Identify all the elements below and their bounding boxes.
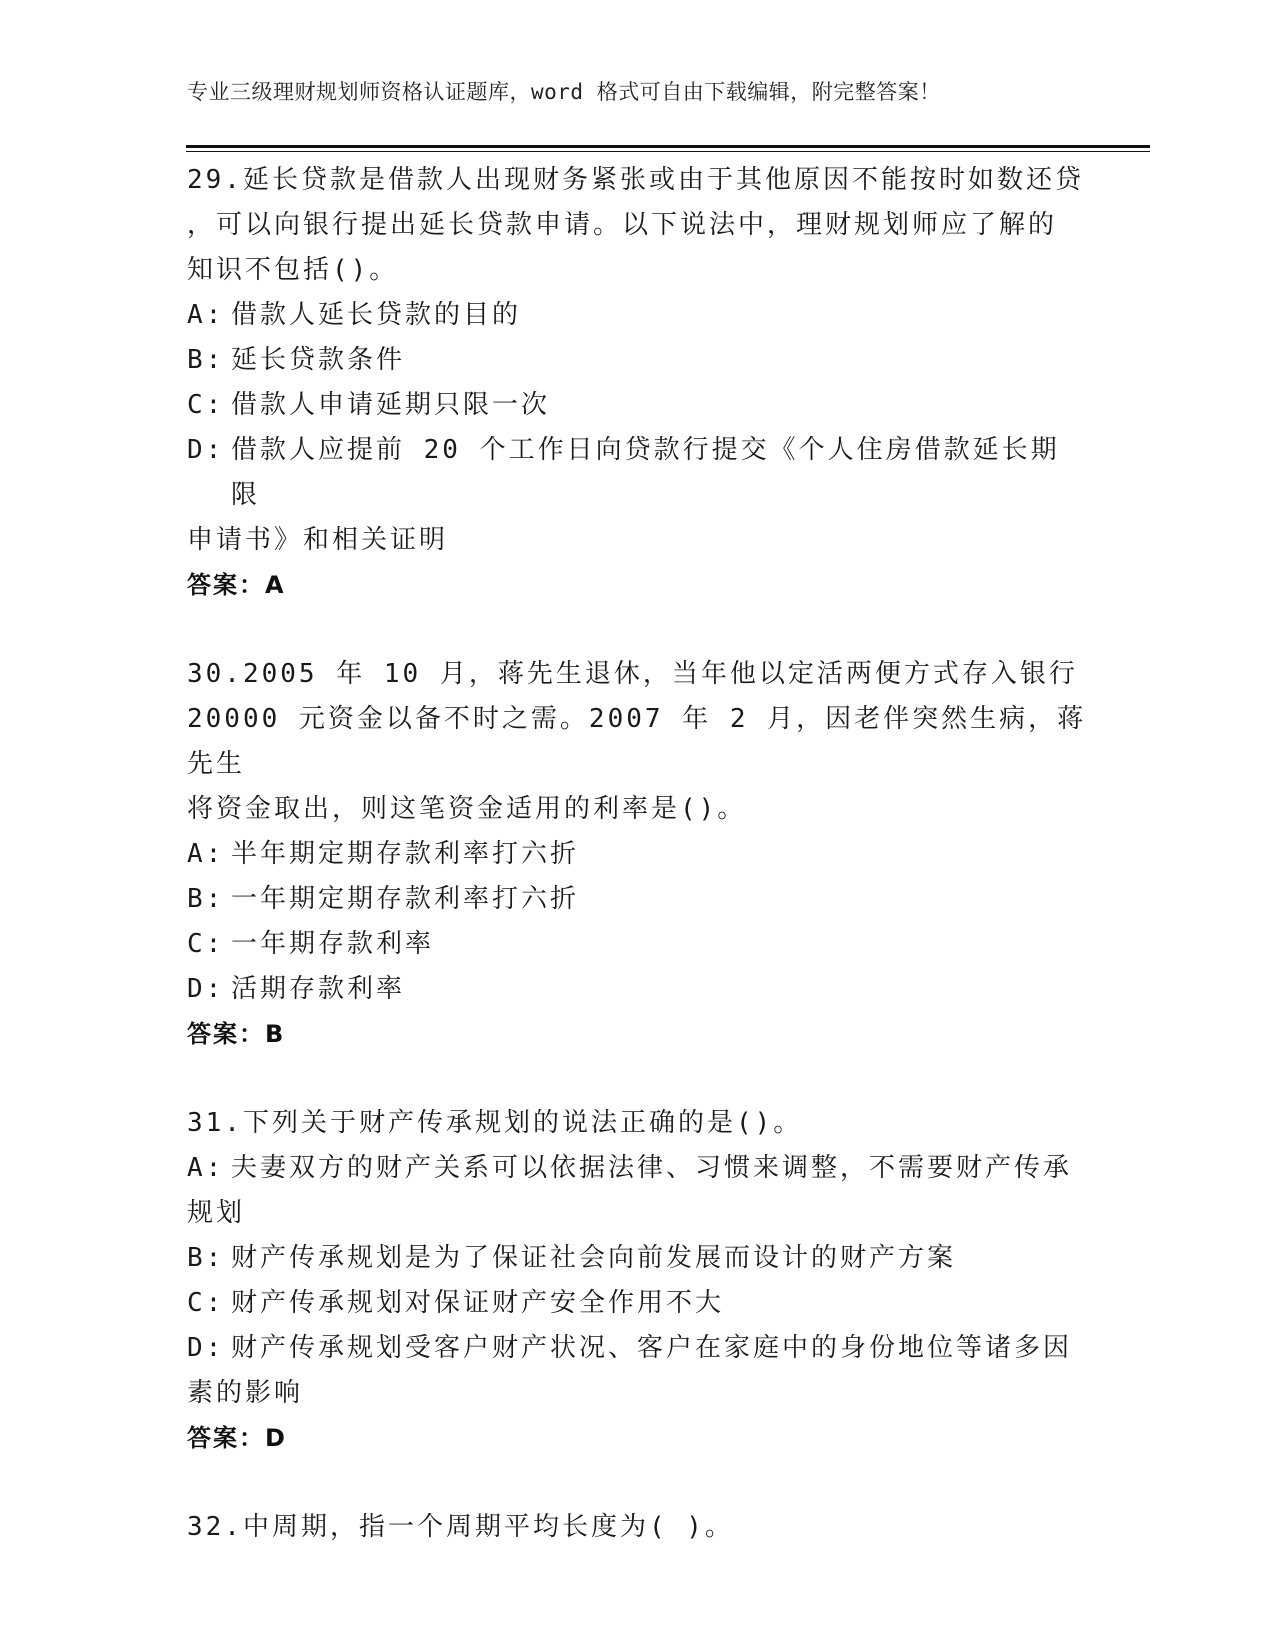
- answer-option: [187, 428, 1087, 518]
- option-key: D:: [187, 1333, 225, 1363]
- answer-option: [187, 1371, 1087, 1416]
- option-key: A:: [187, 300, 225, 330]
- question-stem-line: 29.延长贷款是借款人出现财务紧张或由于其他原因不能按时如数还贷: [187, 165, 1084, 195]
- option-text: 半年期定期存款利率打六折: [231, 839, 580, 869]
- question-list: [187, 158, 1087, 1594]
- option-key: D:: [187, 974, 225, 1004]
- option-text: 规划: [187, 1198, 246, 1228]
- question-block: [187, 652, 1087, 1057]
- answer-option: [187, 518, 1087, 563]
- answer-option: [187, 1236, 1087, 1281]
- option-key: B:: [187, 884, 225, 914]
- header-divider-thick: [186, 145, 1150, 148]
- option-key: A:: [187, 1153, 225, 1183]
- question-block: [187, 1505, 1087, 1550]
- answer-line: 答案：B: [187, 1020, 286, 1048]
- answer-option: [187, 877, 1087, 922]
- option-text: 财产传承规划是为了保证社会向前发展而设计的财产方案: [231, 1243, 957, 1273]
- answer-option: [187, 1191, 1087, 1236]
- question-stem-line: ，可以向银行提出延长贷款申请。以下说法中，理财规划师应了解的: [187, 210, 1058, 240]
- option-key: C:: [187, 390, 225, 420]
- option-text: 一年期存款利率: [231, 929, 435, 959]
- answer-option: [187, 967, 1087, 1012]
- option-text: 夫妻双方的财产关系可以依据法律、习惯来调整，不需要财产传承: [231, 1153, 1073, 1183]
- answer-option: [187, 1326, 1087, 1371]
- option-text: 借款人延长贷款的目的: [231, 300, 522, 330]
- option-key: C:: [187, 929, 225, 959]
- question-stem-line: 知识不包括()。: [187, 255, 399, 285]
- answer-option: [187, 383, 1087, 428]
- answer-option: [187, 293, 1087, 338]
- option-key: B:: [187, 345, 225, 375]
- answer-option: [187, 922, 1087, 967]
- question-stem-line: 32.中周期，指一个周期平均长度为( )。: [187, 1512, 734, 1542]
- option-key: A:: [187, 839, 225, 869]
- answer-option: [187, 338, 1087, 383]
- question-stem-line: 31.下列关于财产传承规划的说法正确的是()。: [187, 1108, 803, 1138]
- answer-line: 答案：A: [187, 571, 286, 599]
- option-key: C:: [187, 1288, 225, 1318]
- option-text: 活期存款利率: [231, 974, 406, 1004]
- option-key: B:: [187, 1243, 225, 1273]
- option-text: 财产传承规划对保证财产安全作用不大: [231, 1288, 725, 1318]
- question-stem-line: 30.2005 年 10 月，蒋先生退休，当年他以定活两便方式存入银行: [187, 659, 1078, 689]
- option-text: 财产传承规划受客户财产状况、客户在家庭中的身份地位等诸多因: [231, 1333, 1073, 1363]
- answer-option: [187, 1146, 1087, 1191]
- header-divider-thin: [186, 151, 1150, 152]
- option-key: D:: [187, 435, 225, 465]
- answer-option: [187, 1281, 1087, 1326]
- answer-option: [187, 832, 1087, 877]
- option-text: 申请书》和相关证明: [187, 525, 449, 555]
- option-text: 素的影响: [187, 1378, 304, 1408]
- option-text: 一年期定期存款利率打六折: [231, 884, 580, 914]
- question-stem-line: 将资金取出，则这笔资金适用的利率是()。: [187, 794, 747, 824]
- answer-line: 答案：D: [187, 1424, 287, 1452]
- option-text: 借款人应提前 20 个工作日向贷款行提交《个人住房借款延长期限: [231, 435, 1060, 510]
- question-block: [187, 158, 1087, 608]
- question-stem-line: 20000 元资金以备不时之需。2007 年 2 月，因老伴突然生病，蒋先生: [187, 704, 1087, 779]
- question-block: [187, 1101, 1087, 1461]
- option-text: 借款人申请延期只限一次: [231, 390, 551, 420]
- header-note: 专业三级理财规划师资格认证题库，word 格式可自由下载编辑，附完整答案！: [187, 80, 941, 104]
- option-text: 延长贷款条件: [231, 345, 406, 375]
